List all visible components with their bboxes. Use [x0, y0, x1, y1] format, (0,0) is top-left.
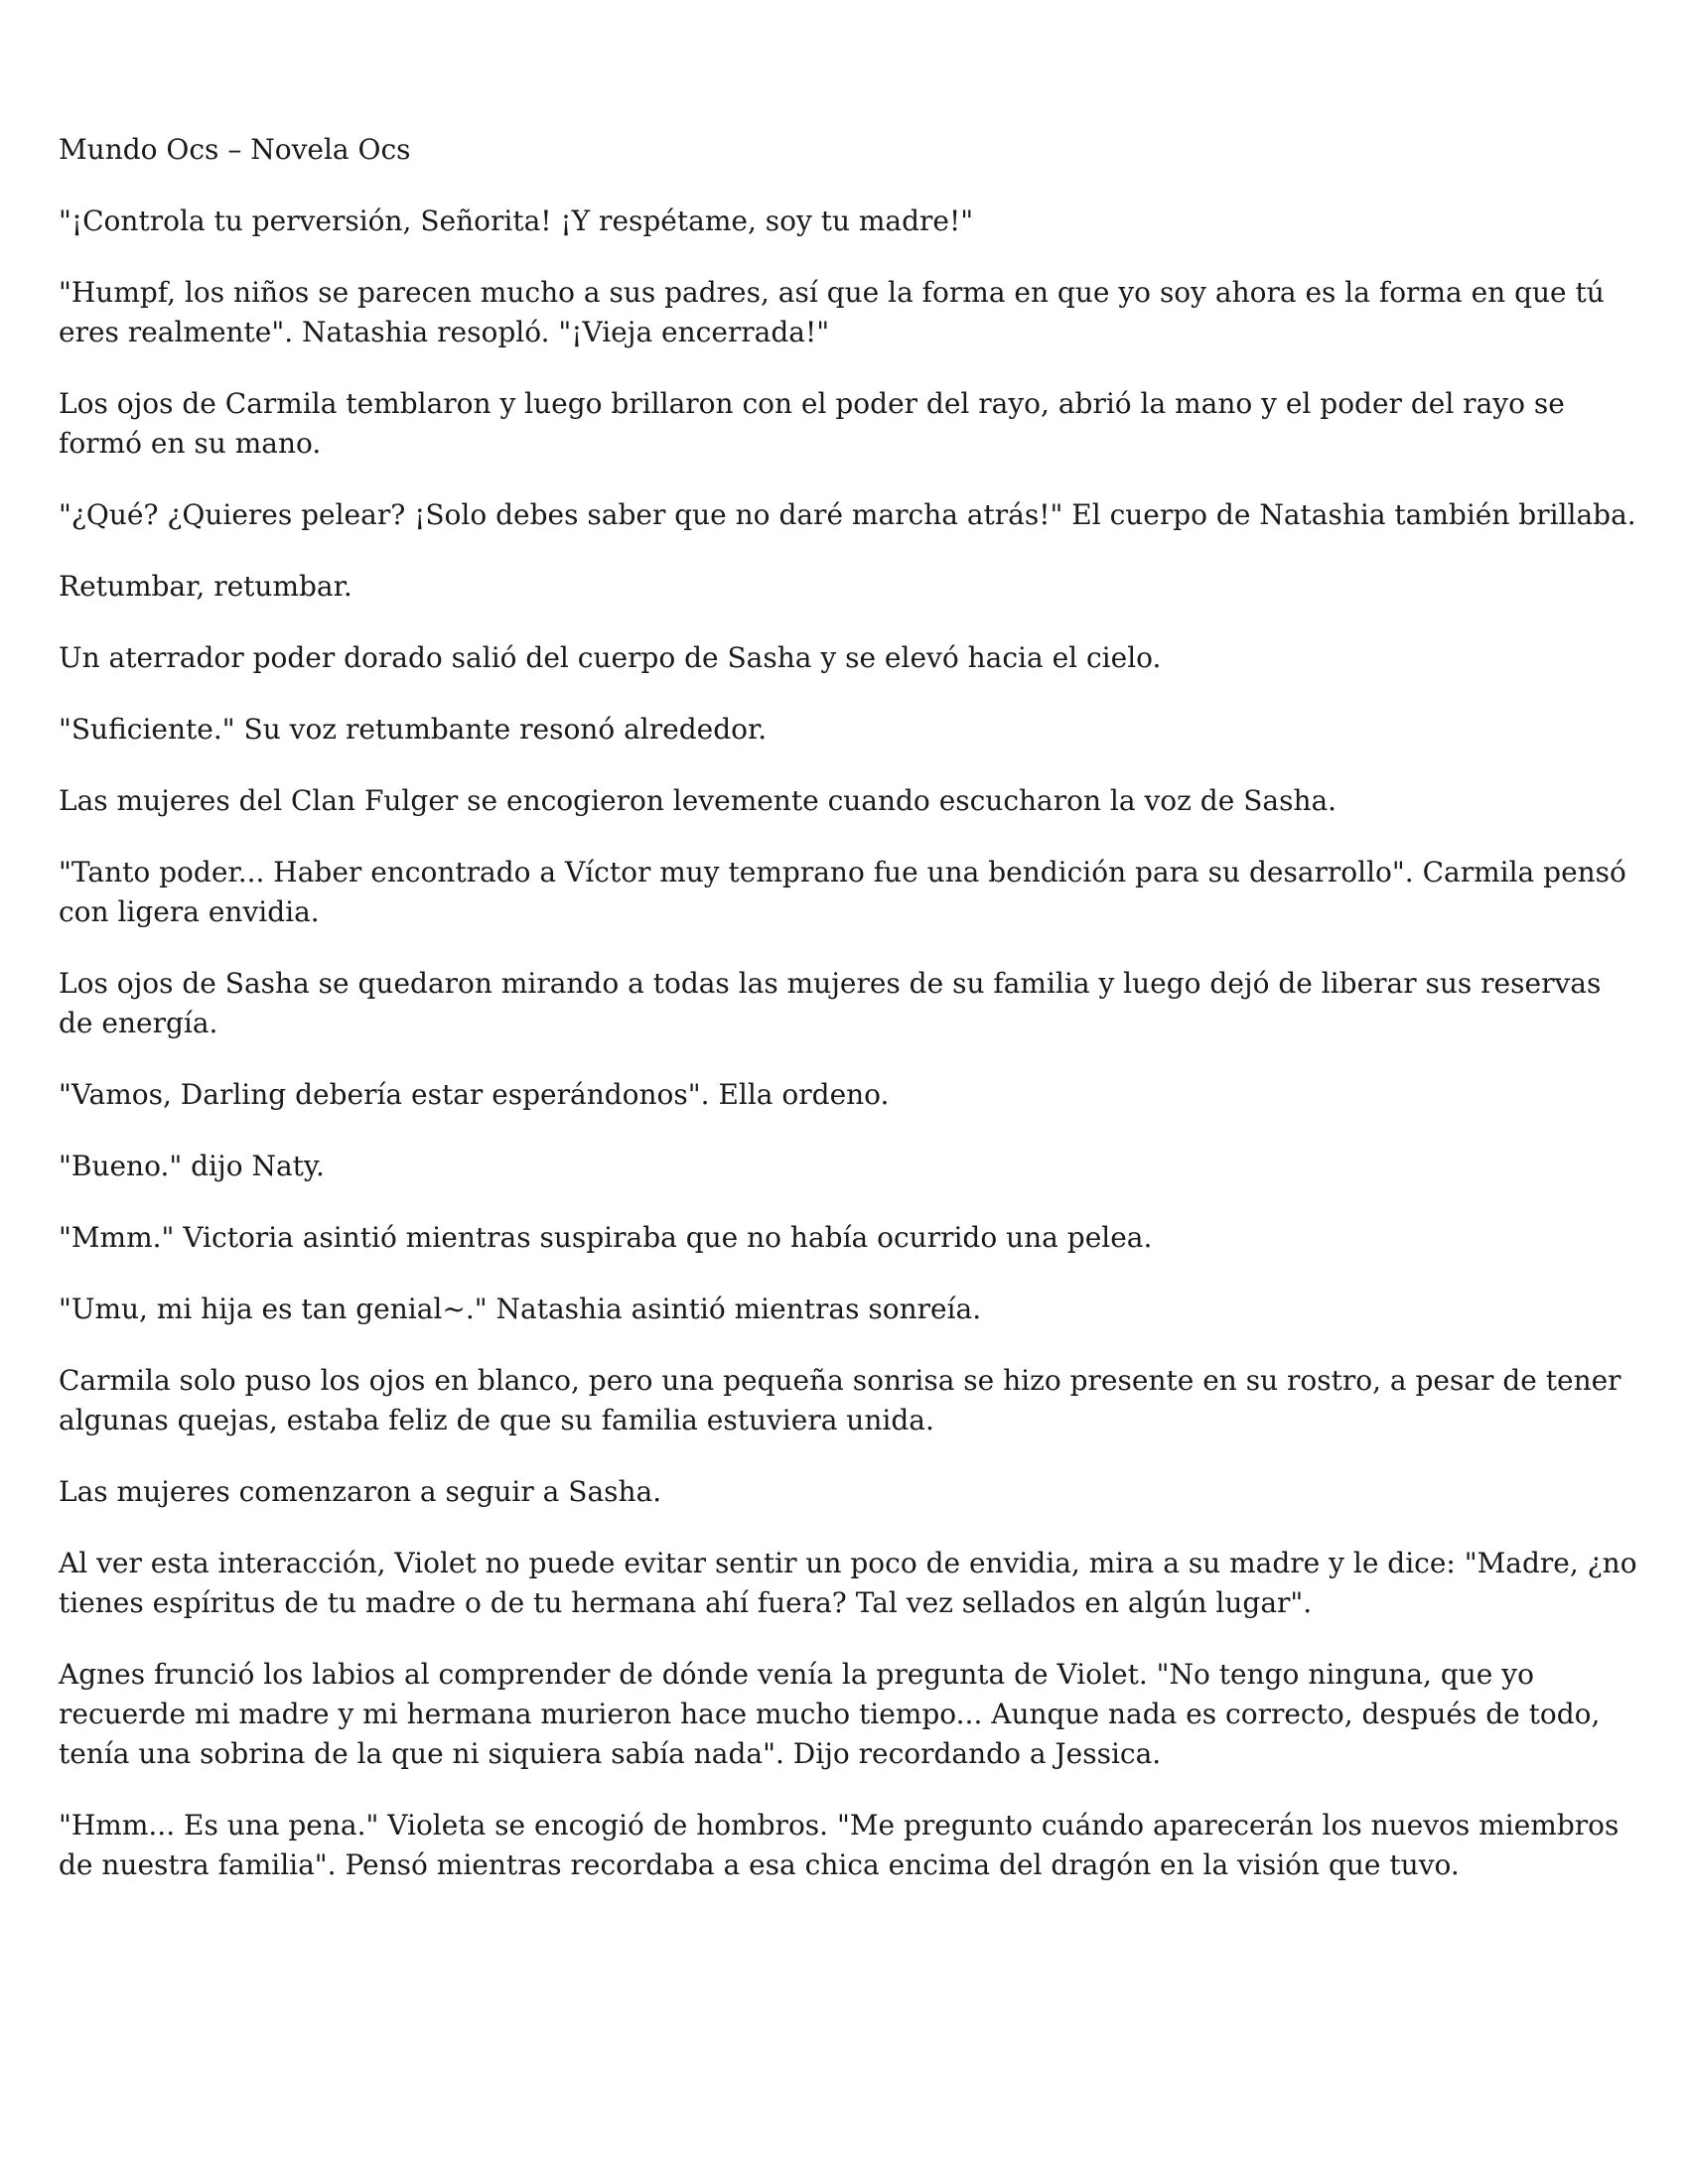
paragraph: "Mmm." Victoria asintió mientras suspiraba que no había ocurrido una pelea. [59, 1221, 1153, 1254]
paragraph: "¿Qué? ¿Quieres pelear? ¡Solo debes saber que no daré marcha atrás!" El cuerpo de Natashia también brillaba. [59, 498, 1636, 531]
document-body [59, 130, 1637, 1917]
document-header: Mundo Ocs – Novela Ocs [59, 133, 411, 166]
paragraph: Agnes frunció los labios al comprender de dónde venía la pregunta de Violet. "No tengo ninguna, que yo recuerde mi madre y mi hermana murieron hace mucho tiempo... Aunque nada es correcto, después de todo, tenía una sobrina de la que ni siquiera sabía nada". Dijo recordando a Jessica. [59, 1658, 1601, 1770]
paragraph: Al ver esta interacción, Violet no puede evitar sentir un poco de envidia, mira a su madre y le dice: "Madre, ¿no tienes espíritus de tu madre o de tu hermana ahí fuera? Tal vez sellados en algún lugar". [59, 1547, 1637, 1619]
paragraph: "¡Controla tu perversión, Señorita! ¡Y respétame, soy tu madre!" [59, 205, 974, 237]
paragraph: Carmila solo puso los ojos en blanco, pero una pequeña sonrisa se hizo presente en su rostro, a pesar de tener algunas quejas, estaba feliz de que su familia estuviera unida. [59, 1364, 1621, 1436]
paragraph: "Vamos, Darling debería estar esperándonos". Ella ordeno. [59, 1078, 890, 1111]
paragraph: "Tanto poder... Haber encontrado a Víctor muy temprano fue una bendición para su desarrollo". Carmila pensó con ligera envidia. [59, 856, 1626, 928]
paragraph: "Bueno." dijo Naty. [59, 1150, 325, 1182]
paragraph: Las mujeres comenzaron a seguir a Sasha. [59, 1475, 662, 1508]
paragraph: "Suficiente." Su voz retumbante resonó alrededor. [59, 713, 768, 746]
paragraph: Los ojos de Carmila temblaron y luego brillaron con el poder del rayo, abrió la mano y el poder del rayo se formó en su mano. [59, 387, 1565, 460]
paragraph: Retumbar, retumbar. [59, 570, 352, 603]
paragraph: "Umu, mi hija es tan genial~." Natashia asintió mientras sonreía. [59, 1293, 982, 1325]
paragraph: Los ojos de Sasha se quedaron mirando a todas las mujeres de su familia y luego dejó de liberar sus reservas de energía. [59, 967, 1602, 1039]
paragraph: Las mujeres del Clan Fulger se encogieron levemente cuando escucharon la voz de Sasha. [59, 784, 1337, 817]
paragraph: Un aterrador poder dorado salió del cuerpo de Sasha y se elevó hacia el cielo. [59, 641, 1162, 674]
paragraph: "Hmm... Es una pena." Violeta se encogió de hombros. "Me pregunto cuándo aparecerán los nuevos miembros de nuestra familia". Pensó mientras recordaba a esa chica encima del dragón en la visión que tuvo. [59, 1809, 1619, 1881]
paragraph: "Humpf, los niños se parecen mucho a sus padres, así que la forma en que yo soy ahora es la forma en que tú eres realmente". Natashia resopló. "¡Vieja encerrada!" [59, 276, 1605, 348]
